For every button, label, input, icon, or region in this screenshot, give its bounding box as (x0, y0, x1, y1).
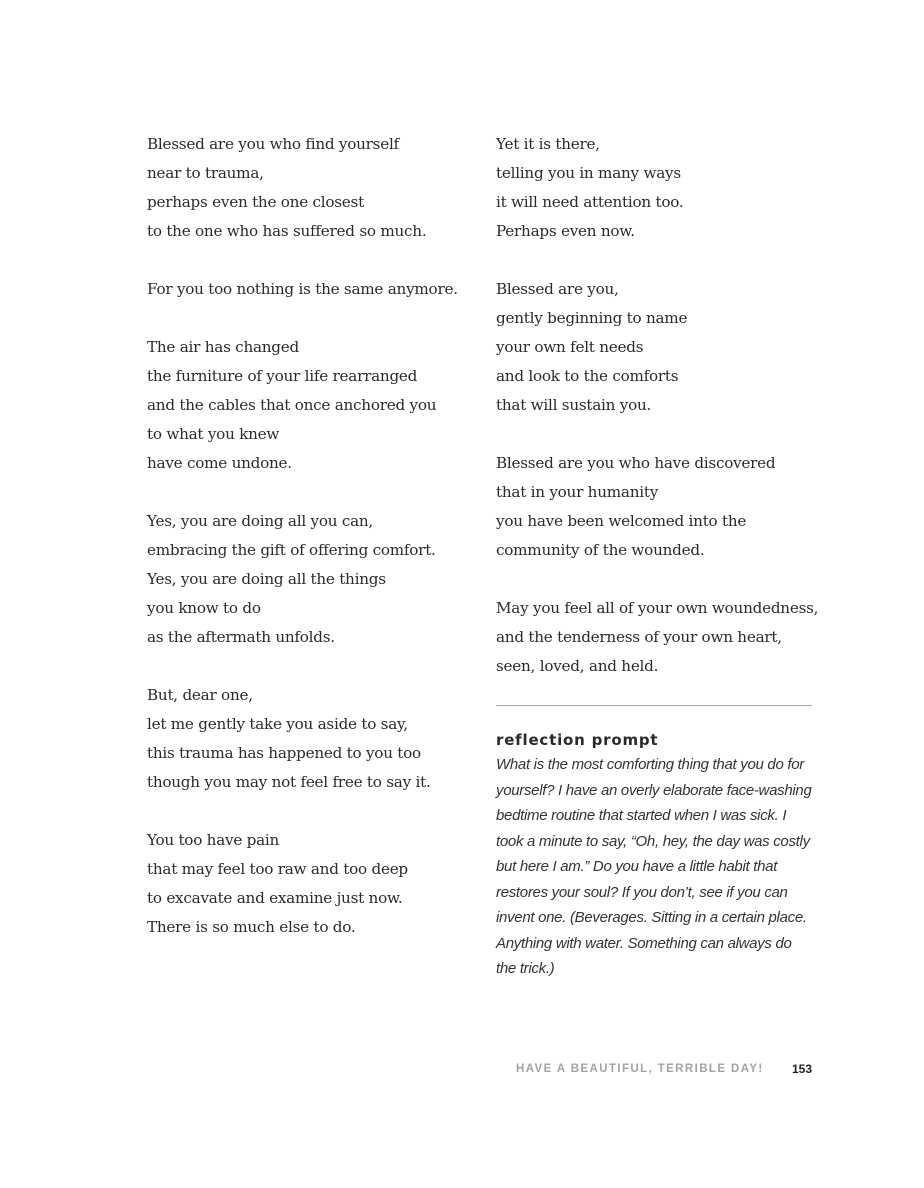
page-footer (516, 1062, 812, 1076)
poem-line: your own felt needs (496, 338, 644, 356)
poem-line: the furniture of your life rearranged (147, 367, 418, 385)
poem-line: seen, loved, and held. (496, 657, 659, 675)
page-number: 153 (791, 1062, 812, 1076)
section-divider (496, 705, 812, 706)
poem-line: gently beginning to name (496, 309, 688, 327)
stanza (496, 275, 812, 420)
left-column (147, 130, 477, 971)
poem-line: as the aftermath unfolds. (147, 628, 335, 646)
stanza (147, 333, 477, 478)
poem-line: you know to do (147, 599, 261, 617)
stanza (496, 449, 812, 565)
poem-line: and the cables that once anchored you (147, 396, 437, 414)
poem-line: For you too nothing is the same anymore. (147, 280, 458, 298)
poem-line: that in your humanity (496, 483, 659, 501)
poem-line: telling you in many ways (496, 164, 681, 182)
poem-line: Yet it is there, (496, 135, 600, 153)
poem-line: Blessed are you who find yourself (147, 135, 399, 153)
stanza (147, 681, 477, 797)
stanza (496, 130, 812, 246)
poem-line: though you may not feel free to say it. (147, 773, 431, 791)
poem-line: embracing the gift of offering comfort. (147, 541, 436, 559)
poem-line: to the one who has suffered so much. (147, 222, 427, 240)
poem-line: near to trauma, (147, 164, 264, 182)
poem-line: But, dear one, (147, 686, 253, 704)
reflection-prompt-heading: reflection prompt (496, 731, 659, 749)
poem-line: May you feel all of your own woundedness, (496, 599, 819, 617)
stanza (147, 130, 477, 246)
stanza (147, 507, 477, 652)
poem-line: and look to the comforts (496, 367, 679, 385)
poem-line: community of the wounded. (496, 541, 705, 559)
running-footer-title: HAVE A BEAUTIFUL, TERRIBLE DAY! (516, 1063, 764, 1075)
poem-line: perhaps even the one closest (147, 193, 364, 211)
poem-line: Yes, you are doing all you can, (147, 512, 374, 530)
poem-line: you have been welcomed into the (496, 512, 747, 530)
stanza (147, 275, 477, 304)
stanza (496, 594, 819, 681)
poem-line: let me gently take you aside to say, (147, 715, 408, 733)
poem-line: this trauma has happened to you too (147, 744, 421, 762)
poem-line: have come undone. (147, 454, 292, 472)
poem-line: it will need attention too. (496, 193, 684, 211)
poem-line: Blessed are you who have discovered (496, 454, 776, 472)
poem-line: that will sustain you. (496, 396, 652, 414)
poem-line: that may feel too raw and too deep (147, 860, 408, 878)
poem-line: and the tenderness of your own heart, (496, 628, 782, 646)
poem-line: There is so much else to do. (147, 918, 356, 936)
stanza (147, 826, 477, 942)
poem-line: You too have pain (147, 831, 280, 849)
poem-line: The air has changed (147, 338, 299, 356)
poem-line: to excavate and examine just now. (147, 889, 403, 907)
poem-line: Blessed are you, (496, 280, 619, 298)
poem-line: Yes, you are doing all the things (147, 570, 386, 588)
poem-line: Perhaps even now. (496, 222, 635, 240)
right-column (496, 130, 819, 982)
poem-line: to what you knew (147, 425, 280, 443)
reflection-prompt-body: What is the most comforting thing that you do for yourself? I have an overly elaborate face-washing bedtime routine that started when I was sick. I took a minute to say, “Oh, hey, the day was costly but here I am.” Do you have a little habit that restores your soul? If you don’t, see if you can invent one. (Beverages. Sitting in a certain place. Anything with water. Something can always do the trick.) (496, 756, 812, 977)
